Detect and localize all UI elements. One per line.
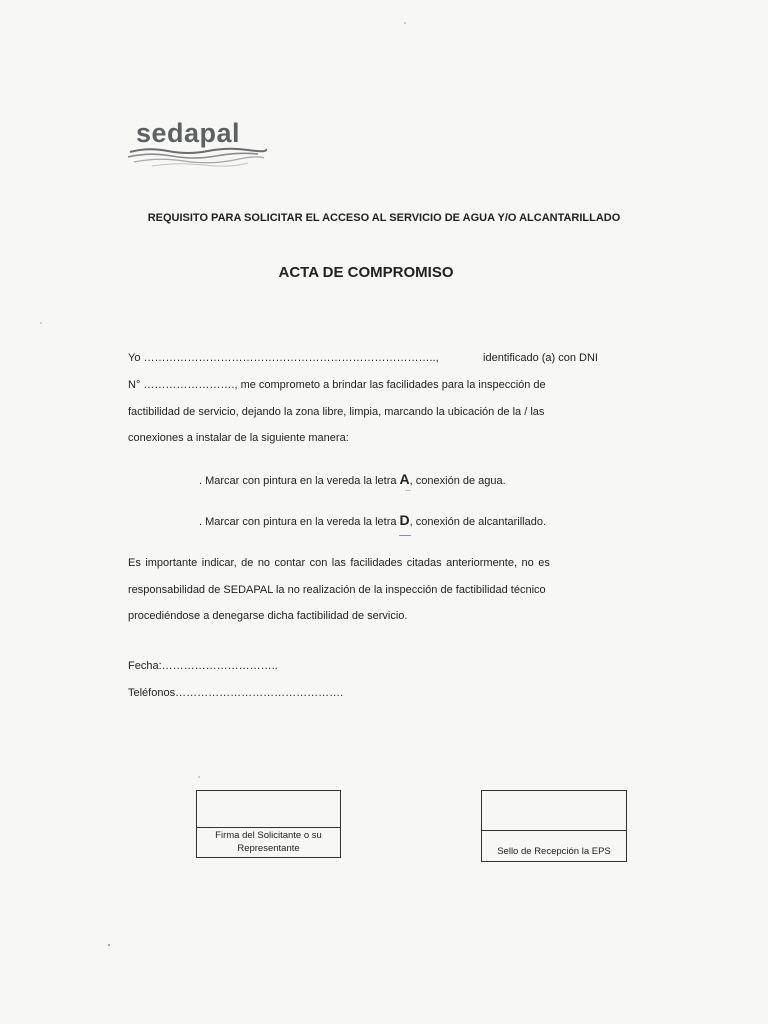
scan-speck bbox=[40, 322, 42, 324]
bullet-water: . Marcar con pintura en la vereda la letra A, conexión de agua. bbox=[199, 471, 506, 487]
dni-label: identificado (a) con DNI bbox=[483, 352, 598, 364]
document-subtitle: REQUISITO PARA SOLICITAR EL ACCESO AL SERVICIO DE AGUA Y/O ALCANTARILLADO bbox=[147, 212, 621, 224]
signature-label-1: Firma del Solicitante o su bbox=[215, 830, 322, 841]
signature-box bbox=[196, 790, 341, 858]
paragraph-line-3: factibilidad de servicio, dejando la zona libre, limpia, marcando la ubicación de la / las bbox=[128, 406, 545, 418]
sedapal-logo bbox=[128, 118, 268, 168]
scan-speck bbox=[399, 535, 411, 536]
letter-a: A bbox=[399, 471, 410, 487]
paragraph-line-2: N° ……………………., me comprometo a brindar las facilidades para la inspección de bbox=[128, 379, 546, 391]
logo-text: sedapal bbox=[136, 118, 241, 148]
signature-divider bbox=[197, 827, 340, 828]
stamp-box bbox=[481, 790, 627, 862]
stamp-divider bbox=[482, 830, 626, 831]
note-line-3: procediéndose a denegarse dicha factibilidad de servicio. bbox=[128, 610, 408, 622]
stamp-label: Sello de Recepción la EPS bbox=[497, 846, 611, 857]
bullet-sewer: . Marcar con pintura en la vereda la letra D, conexión de alcantarillado. bbox=[199, 512, 547, 528]
scan-speck bbox=[404, 22, 406, 24]
scan-speck bbox=[198, 776, 200, 778]
water-waves-icon bbox=[128, 146, 268, 168]
note-line-1: Es importante indicar, de no contar con las facilidades citadas anteriormente, no es bbox=[128, 557, 550, 569]
document-title: ACTA DE COMPROMISO bbox=[278, 264, 454, 281]
paragraph-line-4: conexiones a instalar de la siguiente manera: bbox=[128, 432, 349, 444]
note-line-2: responsabilidad de SEDAPAL la no realización de la inspección de factibilidad técnico bbox=[128, 584, 546, 596]
phone-field: Teléfonos………………………………………. bbox=[128, 687, 344, 699]
paragraph-line-1 bbox=[128, 352, 598, 364]
scan-speck bbox=[108, 944, 110, 946]
letter-d: D bbox=[399, 512, 410, 528]
scan-speck bbox=[405, 490, 411, 491]
signature-label-2: Representante bbox=[237, 843, 300, 854]
name-field-line: Yo …………………………………………………………………….., bbox=[128, 352, 439, 364]
date-field: Fecha:………………………….. bbox=[128, 660, 278, 672]
